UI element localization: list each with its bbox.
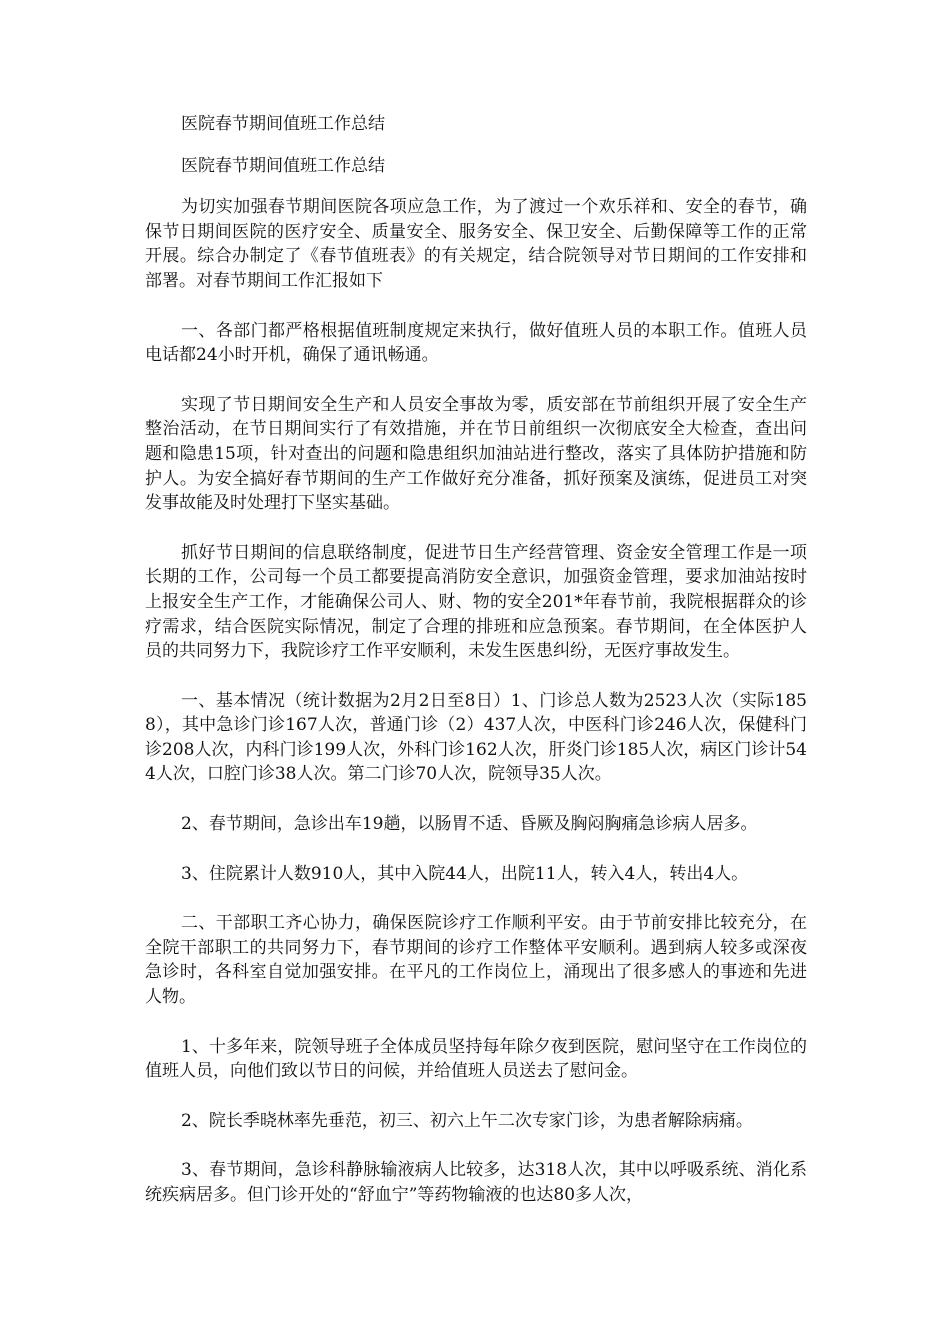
document-body: [145, 112, 807, 1233]
paragraph-information: 抓好节日期间的信息联络制度，促进节日生产经营管理、资金安全管理工作是一项长期的工作，公司每一个员工都要提高消防安全意识，加强资金管理，要求加油站按时上报安全生产工作，才能确保公司人、财、物的安全201*年春节前，我院根据群众的诊疗需求，结合医院实际情况，制定了合理的排班和应急预案。春节期间，在全体医护人员的共同努力下，我院诊疗工作平安顺利，未发生医患纠纷，无医疗事故发生。: [145, 542, 807, 662]
paragraph-basic-stats: 一、基本情况（统计数据为2月2日至8日）1、门诊总人数为2523人次（实际1858），其中急诊门诊167人次，普通门诊（2）437人次，中医科门诊246人次，保健科门诊208人次，内科门诊199人次，外科门诊162人次，肝炎门诊185人次，病区门诊计544人次，口腔门诊38人次。第二门诊70人次，院领导35人次。: [145, 690, 807, 785]
document-title: 医院春节期间值班工作总结: [181, 114, 385, 134]
document-subtitle: 医院春节期间值班工作总结: [181, 155, 385, 176]
paragraph-duty-system: 一、各部门都严格根据值班制度规定来执行，做好值班人员的本职工作。值班人员电话都24小时开机，确保了通讯畅通。: [145, 320, 807, 366]
paragraph-infusion: 3、春节期间，急诊科静脉输液病人比较多，达318人次，其中以呼吸系统、消化系统疾病居多。但门诊开处的“舒血宁”等药物输液的也达80多人次，: [145, 1160, 807, 1205]
paragraph-safety: 实现了节日期间安全生产和人员安全事故为零，质安部在节前组织开展了安全生产整治活动，在节日期间实行了有效措施，并在节日前组织一次彻底安全大检查，查出问题和隐患15项，针对查出的问题和隐患组织加油站进行整改，落实了具体防护措施和防护人。为安全搞好春节期间的生产工作做好充分准备，抓好预案及演练，促进员工对突发事故能及时处理打下坚实基础。: [145, 394, 807, 514]
paragraph-emergency: 2、春节期间，急诊出车19趟，以肠胃不适、昏厥及胸闷胸痛急诊病人居多。: [181, 814, 758, 835]
paragraph-staff-effort: 二、干部职工齐心协力，确保医院诊疗工作顺利平安。由于节前安排比较充分，在全院干部职工的共同努力下，春节期间的诊疗工作整体平安顺利。遇到病人较多或深夜急诊时，各科室自觉加强安排。在平凡的工作岗位上，涌现出了很多感人的事迹和先进人物。: [145, 913, 807, 1008]
paragraph-leadership: 1、十多年来，院领导班子全体成员坚持每年除夕夜到医院，慰问坚守在工作岗位的值班人员，向他们致以节日的问候，并给值班人员送去了慰问金。: [145, 1036, 807, 1082]
paragraph-inpatient: 3、住院累计人数910人，其中入院44人，出院11人，转入4人，转出4人。: [181, 863, 749, 884]
paragraph-intro: 为切实加强春节期间医院各项应急工作，为了渡过一个欢乐祥和、安全的春节，确保节日期间医院的医疗安全、质量安全、服务安全、保卫安全、后勤保障等工作的正常开展。综合办制定了《春节值班表》的有关规定，结合院领导对节日期间的工作安排和部署。对春节期间工作汇报如下: [145, 197, 807, 291]
paragraph-president: 2、院长季晓林率先垂范，初三、初六上午二次专家门诊，为患者解除病痛。: [181, 1110, 753, 1131]
